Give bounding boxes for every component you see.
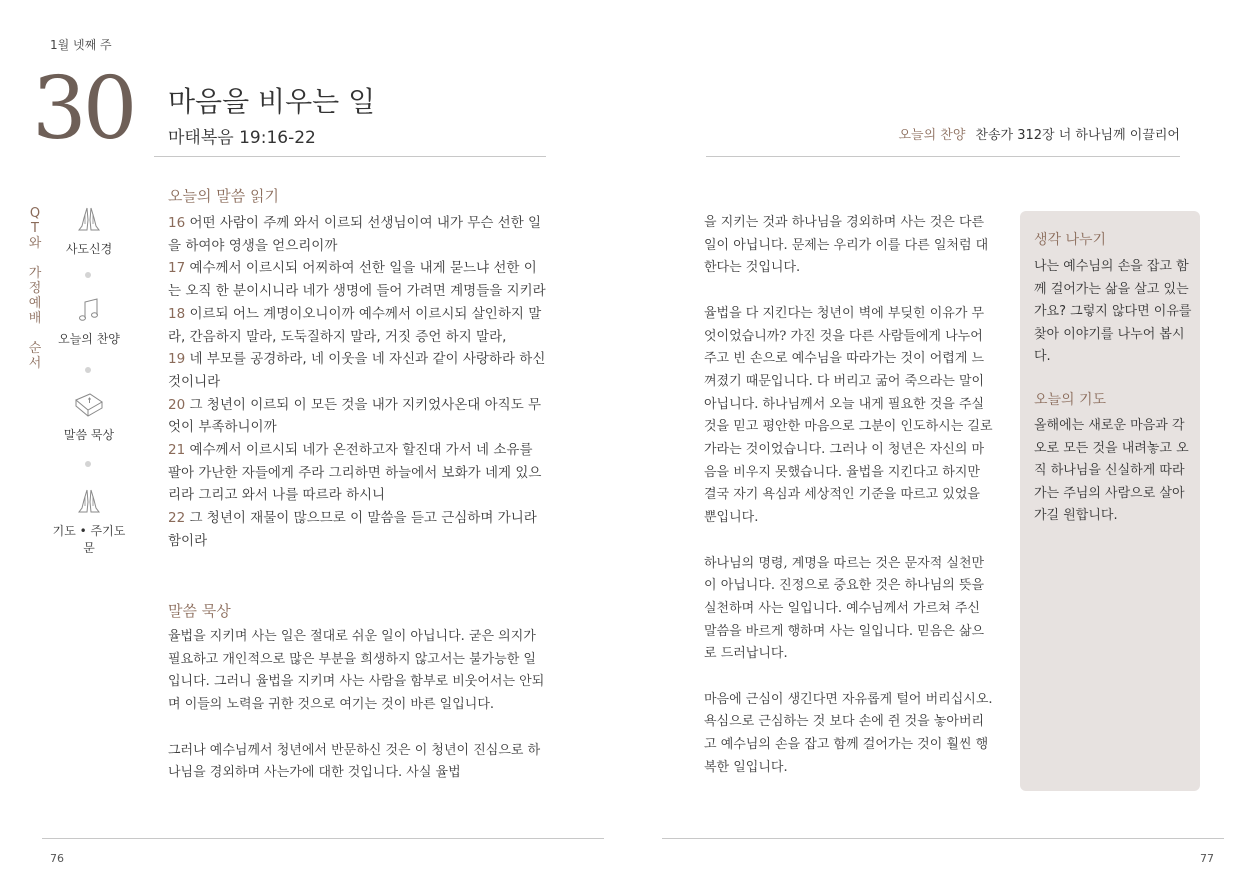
hymn-info <box>898 124 1180 143</box>
sidebar-item-label: 말씀 묵상 <box>63 428 115 442</box>
verse-number: 20 <box>168 396 186 413</box>
week-label: 1월 넷째 주 <box>50 38 112 52</box>
verse-number: 17 <box>168 260 186 277</box>
praying-hands-icon <box>74 486 104 516</box>
vertical-gap <box>28 326 42 341</box>
vertical-char: 서 <box>28 356 42 371</box>
verse-text: 예수께서 이르시되 네가 온전하고자 할진대 가서 네 소유를 팔아 가난한 자들에게 주라 그리하면 하늘에서 보화가 네게 있으리라 그리고 와서 나를 따르라 하시니 <box>168 442 542 504</box>
header-rule-left <box>154 156 546 157</box>
verse <box>168 507 546 552</box>
verse <box>168 257 546 302</box>
hymn-title: 찬송가 312장 너 하나님께 이끌리어 <box>975 128 1180 143</box>
verse <box>168 212 546 257</box>
sidebar-item-label: 오늘의 찬양 <box>58 332 120 346</box>
footer-rule-left <box>42 838 604 839</box>
verse-number: 19 <box>168 351 186 368</box>
verse-text: 네 부모를 공경하라, 네 이웃을 네 자신과 같이 사랑하라 하신 것이니라 <box>168 351 546 390</box>
scripture-reference: 마태복음 19:16-22 <box>168 128 316 148</box>
vertical-char: 와 <box>28 236 42 251</box>
verse-text: 이르되 어느 계명이오니이까 예수께서 이르시되 살인하지 말라, 간음하지 말라, 도둑질하지 말라, 거짓 증언 하지 말라, <box>168 305 542 345</box>
sidebar-item-label: 기도 • 주기도문 <box>52 524 126 555</box>
vertical-char: 배 <box>28 311 42 326</box>
verse-number: 21 <box>168 442 186 459</box>
verse-number: 22 <box>168 510 186 527</box>
music-note-icon <box>74 296 104 324</box>
verse <box>168 394 546 439</box>
page-number-left: 76 <box>50 852 64 865</box>
verse-text: 어떤 사람이 주께 와서 이르되 선생님이여 내가 무슨 선한 일을 하여야 영생을 얻으리이까 <box>168 215 542 254</box>
prayer-text: 올해에는 새로운 마음과 각오로 모든 것을 내려놓고 오직 하나님을 신실하게 따라가는 주님의 사람으로 살아가길 원합니다. <box>1034 418 1189 523</box>
body-paragraph: 하나님의 명령, 계명을 따르는 것은 문자적 실천만이 아닙니다. 진정으로 중요한 것은 하나님의 뜻을 실천하며 사는 일입니다. 예수님께서 가르쳐 주신 말씀을 바르게 행하며 사는 일입니다. 믿음은 삶으로 드러납니다. <box>704 555 985 662</box>
vertical-char: Q <box>29 206 41 221</box>
praying-hands-icon <box>74 204 104 234</box>
body-paragraph: 율법을 다 지킨다는 청년이 벽에 부딪힌 이유가 무엇이었습니까? 가진 것을 다른 사람들에게 나누어 주고 빈 손으로 예수님을 따라가는 것이 어렵게 느껴졌기 때문입니다. 다 버리고 굶어 죽으라는 말이 아닙니다. 하나님께서 오늘 내게 필요한 것을 주실 것을 믿고 평안한 마음으로 그분이 인도하시는 길로 가라는 것이었습니다. 그러나 이 청년은 자신의 마음을 비우지 못했습니다. 율법을 지킨다고 하지만 결국 자기 욕심과 세상적인 기준을 따르고 있었을 뿐입니다. <box>704 305 993 526</box>
vertical-char: 순 <box>28 341 42 356</box>
footer-rule-right <box>662 838 1224 839</box>
body-paragraph: 마음에 근심이 생긴다면 자유롭게 털어 버리십시오. 욕심으로 근심하는 것 보다 손에 쥔 것을 놓아버리고 예수님의 손을 잡고 함께 걸어가는 것이 훨씬 행복한 일입니다. <box>704 691 993 775</box>
bible-reading <box>168 212 546 553</box>
sidebar-divider-dot <box>85 461 91 467</box>
meditation-continued <box>704 212 996 802</box>
sidebar-item-meditation <box>50 390 128 443</box>
verse-text: 예수께서 이르시되 어찌하여 선한 일을 내게 묻느냐 선한 이는 오직 한 분이시니라 네가 생명에 들어 가려면 계명들을 지키라 <box>168 260 546 300</box>
share-text: 나는 예수님의 손을 잡고 함께 걸어가는 삶을 살고 있는가요? 그렇지 않다면 이유를 찾아 이야기를 나누어 봅시다. <box>1034 259 1192 364</box>
body-paragraph: 을 지키는 것과 하나님을 경외하며 사는 것은 다른 일이 아닙니다. 문제는 우리가 이를 다른 일처럼 대한다는 것입니다. <box>704 215 989 276</box>
verse <box>168 348 546 393</box>
vertical-char: 가 <box>28 266 42 281</box>
verse <box>168 303 546 348</box>
share-heading: 생각 나누기 <box>1034 232 1107 248</box>
vertical-section-title <box>28 206 42 371</box>
sidebar-item-label: 사도신경 <box>65 242 113 256</box>
vertical-char: 예 <box>28 296 42 311</box>
verse-number: 18 <box>168 305 186 322</box>
verse-text: 그 청년이 재물이 많으므로 이 말씀을 듣고 근심하며 가니라함이라 <box>168 510 537 549</box>
verse-number: 16 <box>168 215 186 231</box>
day-number: 30 <box>32 59 134 159</box>
sidebar-item-hymn <box>50 296 128 347</box>
vertical-char: T <box>31 221 39 236</box>
page-number-right: 77 <box>1200 852 1214 865</box>
reflection-box <box>1020 211 1200 791</box>
prayer-heading: 오늘의 기도 <box>1034 392 1107 408</box>
page-title: 마음을 비우는 일 <box>168 85 376 118</box>
vertical-gap <box>28 251 42 266</box>
sidebar-divider-dot <box>85 272 91 278</box>
meditation-heading: 말씀 묵상 <box>168 602 231 620</box>
bible-book-icon <box>72 390 106 420</box>
verse <box>168 439 546 507</box>
meditation-paragraph: 율법을 지키며 사는 일은 절대로 쉬운 일이 아닙니다. 굳은 의지가 필요하고 개인적으로 많은 부분을 희생하지 않고서는 불가능한 일입니다. 그러니 율법을 지키며 사는 사람을 함부로 비웃어서는 안되며 이들의 노력을 귀한 것으로 여기는 것이 바른 일입니다. <box>168 629 545 713</box>
hymn-label: 오늘의 찬양 <box>898 128 966 143</box>
sidebar-item-apostles-creed <box>50 204 128 257</box>
vertical-char: 정 <box>28 281 42 296</box>
sidebar-item-prayer <box>50 486 128 556</box>
sidebar-divider-dot <box>85 367 91 373</box>
reading-heading: 오늘의 말씀 읽기 <box>168 187 279 205</box>
verse-text: 그 청년이 이르되 이 모든 것을 내가 지키었사온대 아직도 무엇이 부족하니이까 <box>168 396 542 436</box>
header-rule-right <box>706 156 1180 157</box>
meditation-paragraph: 그러나 예수님께서 청년에서 반문하신 것은 이 청년이 진심으로 하나님을 경외하며 사는가에 대한 것입니다. 사실 율법 <box>168 742 541 781</box>
meditation-body <box>168 626 546 808</box>
